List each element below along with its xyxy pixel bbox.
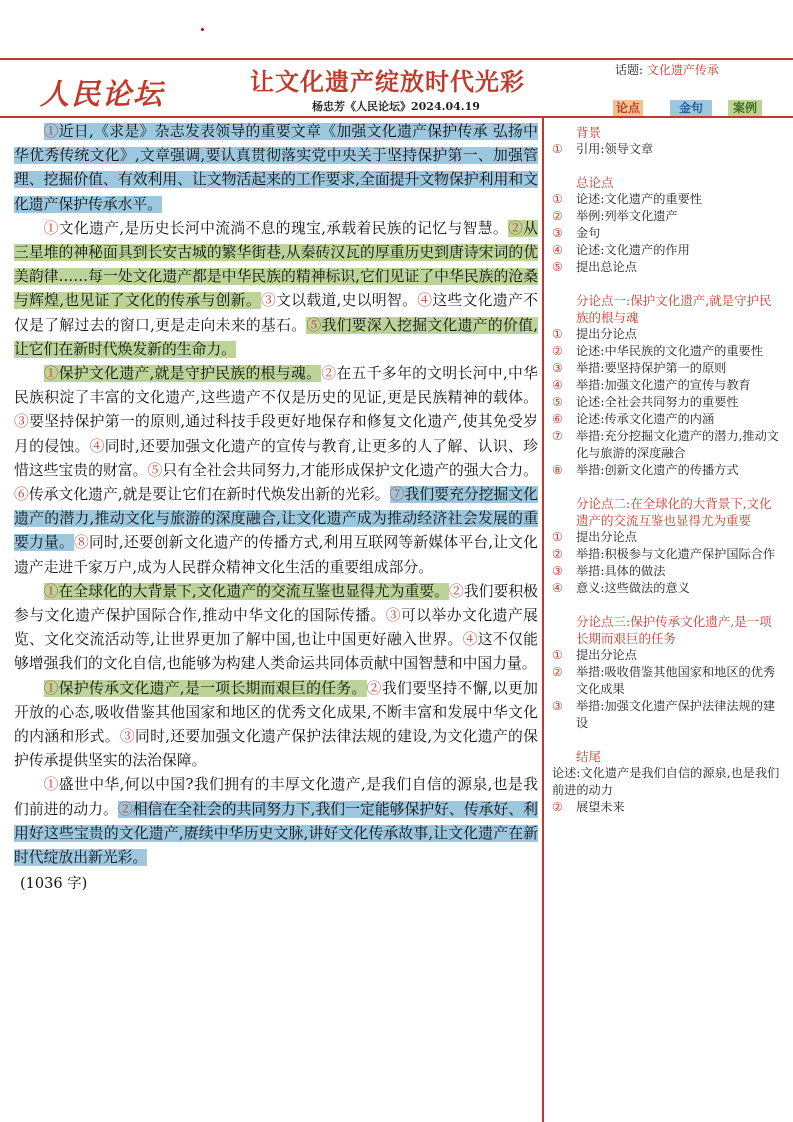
outline-section [552,613,784,732]
outline-section [552,292,784,479]
outline-item-number: ② [552,344,563,358]
highlight-case: 保护文化遗产,就是守护民族的根与魂。 [58,365,322,383]
outline-item-text: 举措:加强文化遗产的宣传与教育 [576,378,751,392]
highlight-case: 我们要深入挖掘文化遗产的价值,让它们在新时代焕发新的生命力。 [14,316,538,358]
sentence-number: ① [43,582,59,600]
outline-item [552,242,784,259]
sentence-number: ③ [385,607,401,625]
outline-item-text: 提出分论点 [576,327,637,341]
outline-item-text: 举措:要坚持保护第一的原则 [576,361,727,375]
outline-item [552,546,784,563]
outline-item-number: ③ [552,361,563,375]
outline-item-number: ⑤ [552,395,563,409]
outline-item-text: 论述:全社会共同努力的重要性 [576,395,739,409]
structure-outline [552,124,784,832]
outline-item-text: 论述:文化遗产的作用 [576,243,690,257]
outline-item-text: 论述:传承文化遗产的内涵 [576,412,715,426]
outline-section-heading: 总论点 [576,175,614,190]
header-rule-bottom [0,116,793,118]
outline-item [552,698,784,732]
sentence-number: ② [508,219,524,237]
decorative-dot [201,28,204,31]
sentence-number: ⑦ [389,486,405,504]
sentence-text: 同时,还要加强文化遗产的宣传与教育,让更多的人了解、认识、珍惜这些宝贵的财富。 [14,437,538,479]
outline-item-number: ⑧ [552,463,563,477]
outline-item [552,191,784,208]
outline-item [552,394,784,411]
highlight-case: 保护传承文化遗产,是一项长期而艰巨的任务。 [58,679,367,697]
article-body [14,120,538,896]
outline-item-text: 意义:这些做法的意义 [576,581,690,595]
outline-item-number: ③ [552,226,563,240]
sentence-number: ⑤ [147,461,163,479]
sentence-number: ④ [462,631,478,649]
outline-item-number: ⑤ [552,260,563,274]
outline-item-text: 论述:文化遗产是我们自信的源泉,也是我们前进的动力 [552,766,780,797]
outline-section [552,174,784,276]
outline-item [552,377,784,394]
outline-item-number: ② [552,665,563,679]
outline-section-heading: 分论点二:在全球化的大背景下,文化遗产的交流互鉴也显得尤为重要 [576,496,772,528]
header-rule-top [0,58,793,60]
highlight-case: 从三星堆的神秘面具到长安古城的繁华街巷,从秦砖汉瓦的厚重历史到唐诗宋词的优美韵律……每一处文化遗产都是中华民族的精神标识,它们见证了中华民族的沧桑与辉煌,也见证了文化的传承与创新。 [14,219,538,310]
outline-item-text: 引用:领导文章 [576,142,654,156]
outline-item-number: ④ [552,243,563,257]
outline-item [552,664,784,698]
sentence-text: 传承文化遗产,就是要让它们在新时代焕发出新的光彩。 [28,486,390,504]
outline-section-heading: 分论点一:保护文化遗产,就是守护民族的根与魂 [576,293,772,325]
highlight-case: 在全球化的大背景下,文化遗产的交流互鉴也显得尤为重要。 [58,582,449,600]
sentence-text: 同时,还要创新文化遗产的传播方式,利用互联网等新媒体平台,让文化遗产走进千家万户,成为人民群众精神文化生活的重要组成部分。 [14,534,538,576]
highlight-golden-sentence: 近日,《求是》杂志发表领导的重要文章《加强文化遗产保护传承 弘扬中华优秀传统文化》,文章强调,要认真贯彻落实党中央关于坚持保护第一、加强管理、挖掘价值、有效利用、让文物活起来的工作要求,全面提升文物保护利用和文化遗产保护传承水平。 [14,123,538,213]
outline-item-text: 举措:加强文化遗产保护法律法规的建设 [576,699,776,730]
sentence-number: ④ [89,437,105,455]
sentence-text: 要坚持保护第一的原则,通过科技手段更好地保存和修复文化遗产,使其免受岁月的侵蚀。 [14,413,538,455]
outline-item [552,225,784,242]
outline-item-number: ② [552,209,563,223]
outline-item-text: 提出分论点 [576,648,637,662]
outline-item-number: ① [552,142,563,156]
article-paragraph [14,773,538,870]
outline-item [552,326,784,343]
sentence-text: 可以举办文化遗产展览、文化交流活动等,让世界更加了解中国,也让中国更好融入世界。 [14,607,538,649]
sentence-text: 我们要坚持不懈,以更加开放的心态,吸收借鉴其他国家和地区的优秀文化成果,不断丰富和发展中华文化的内涵和形式。 [14,679,538,746]
outline-item-text: 提出分论点 [576,530,637,544]
outline-section-heading: 背景 [576,125,602,140]
outline-item [552,343,784,360]
outline-item-number: ① [552,327,563,341]
sentence-number: ⑧ [73,534,89,552]
sentence-text: 我们要积极参与文化遗产保护国际合作,推动中华文化的国际传播。 [14,582,538,625]
outline-item [552,208,784,225]
sentence-text: 在五千多年的文明长河中,中华民族积淀了丰富的文化遗产,这些遗产不仅是历史的见证,更是民族精神的载体。 [14,365,538,407]
outline-item-number: ② [552,800,563,814]
outline-section [552,748,784,816]
article-paragraph [14,217,538,362]
outline-section-heading: 分论点三:保护传承文化遗产,是一项长期而艰巨的任务 [576,614,772,646]
outline-item-number: ② [552,547,563,561]
outline-item-number: ⑥ [552,412,563,426]
outline-item-text: 论述:文化遗产的重要性 [576,192,702,206]
sentence-text: 同时,还要加强文化遗产保护法律法规的建设,为文化遗产的保护传承提供坚实的法治保障。 [14,728,538,770]
outline-item-text: 举措:充分挖掘文化遗产的潜力,推动文化与旅游的深度融合 [576,429,779,460]
article-paragraph [14,677,538,774]
sentence-number: ⑤ [306,316,322,334]
legend-case: 案例 [728,100,762,116]
column-divider [542,116,544,1122]
outline-item [552,428,784,462]
sentence-number: ④ [417,292,433,310]
sentence-number: ② [448,582,464,600]
word-count: (1036 字) [20,876,88,893]
topic-label: 话题: [615,63,644,77]
outline-section [552,124,784,158]
sentence-number: ① [43,219,59,237]
sentence-number: ② [117,800,133,818]
outline-item [552,647,784,664]
sentence-number: ③ [261,292,277,310]
outline-item-text: 举措:具体的做法 [576,564,666,578]
article-paragraph [14,120,538,217]
outline-item-number: ③ [552,699,563,713]
article-byline: 杨忠芳《人民论坛》2024.04.19 [312,100,480,113]
sentence-number: ⑥ [14,486,29,504]
outline-item-text: 论述:中华民族的文化遗产的重要性 [576,344,763,358]
outline-item-text: 举措:创新文化遗产的传播方式 [576,463,739,477]
article-paragraph [14,580,538,677]
outline-item-text: 举措:吸收借鉴其他国家和地区的优秀文化成果 [576,665,776,696]
outline-item [552,462,784,479]
outline-item-number: ④ [552,378,563,392]
sentence-number: ① [43,123,59,140]
outline-item [552,259,784,276]
outline-section-heading: 结尾 [576,749,602,764]
outline-item [552,360,784,377]
outline-item-text: 举例:列举文化遗产 [576,209,678,223]
outline-item-text: 展望未来 [576,800,625,814]
article-paragraphs [14,120,538,870]
sentence-text: 文以载道,史以明智。 [276,292,418,310]
publication-logo: 人民论坛 [40,77,165,111]
sentence-number: ① [43,679,59,697]
sentence-number: ② [366,679,382,697]
sentence-number: ③ [14,413,30,431]
outline-item-text: 提出总论点 [576,260,637,274]
legend-golden-sentence: 金句 [670,100,712,116]
outline-item-number: ① [552,530,563,544]
outline-item-number: ① [552,192,563,206]
outline-item-number: ⑦ [552,429,563,443]
article-paragraph [14,362,538,580]
outline-item-number: ③ [552,564,563,578]
sentence-number: ① [43,365,59,383]
outline-item-number: ④ [552,581,563,595]
sentence-number: ① [43,776,59,794]
highlight-golden-sentence: 相信在全社会的共同努力下,我们一定能够保护好、传承好、利用好这些宝贵的文化遗产,赓续中华历史文脉,讲好文化传承故事,让文化遗产在新时代绽放出新光彩。 [14,800,538,867]
outline-item [552,799,784,816]
outline-item-text: 金句 [576,226,601,240]
article-title: 让文化遗产绽放时代光彩 [250,67,525,96]
outline-item [552,563,784,580]
sentence-text: 这些文化遗产不仅是了解过去的窗口,更是走向未来的基石。 [14,292,538,334]
sentence-text: 这不仅能够增强我们的文化自信,也能够为构建人类命运共同体贡献中国智慧和中国力量。 [14,631,538,673]
topic-value: 文化遗产传承 [646,63,719,77]
sentence-number: ③ [119,728,135,746]
sentence-text: 文化遗产,是历史长河中流淌不息的瑰宝,承载着民族的记忆与智慧。 [58,219,509,237]
sentence-text: 只有全社会共同努力,才能形成保护文化遗产的强大合力。 [162,461,538,479]
outline-section [552,495,784,597]
topic-line [615,61,719,78]
sentence-number: ② [321,365,337,383]
outline-item [552,141,784,158]
outline-item [552,529,784,546]
outline-item-number: ① [552,648,563,662]
sentence-text: 盛世中华,何以中国?我们拥有的丰厚文化遗产,是我们自信的源泉,也是我们前进的动力。 [14,776,538,818]
legend-argument: 论点 [613,100,643,116]
outline-item [552,411,784,428]
outline-item [552,580,784,597]
highlight-golden-sentence: 我们要充分挖掘文化遗产的潜力,推动文化与旅游的深度融合,让文化遗产成为推动经济社会发展的重要力量。 [14,486,538,552]
outline-item-text: 举措:积极参与文化遗产保护国际合作 [576,547,776,561]
